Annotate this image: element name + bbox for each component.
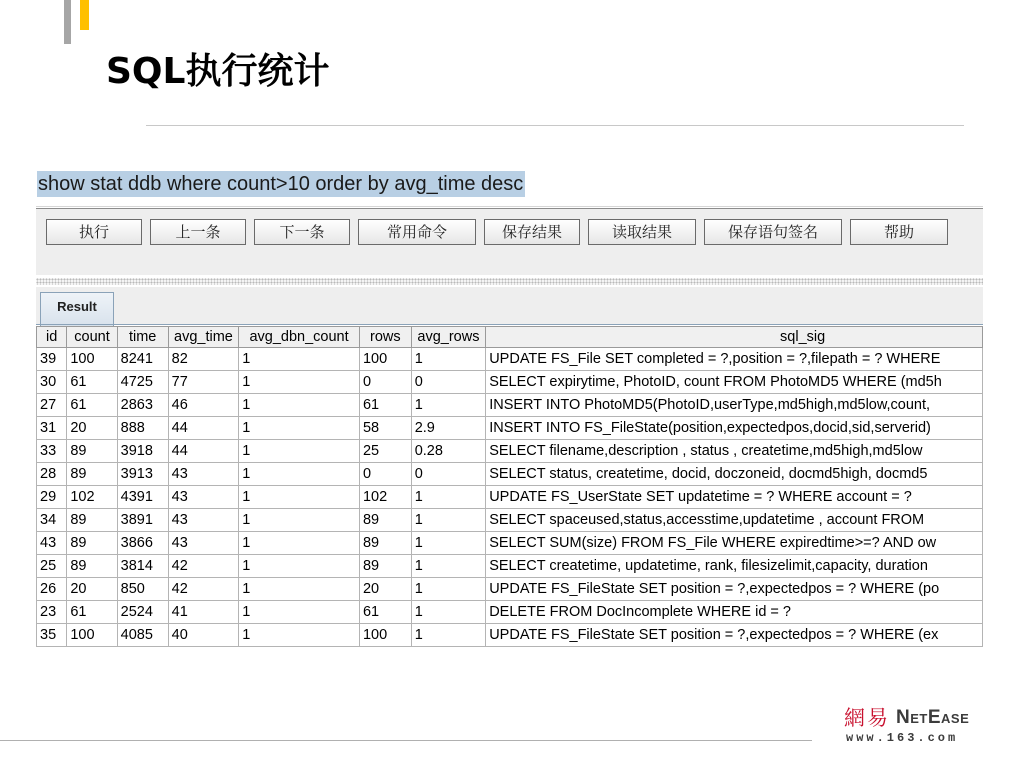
query-text[interactable]: show stat ddb where count>10 order by avg_time desc (38, 173, 524, 195)
netease-logo (844, 702, 994, 750)
table-row[interactable] (37, 371, 983, 394)
table-cell-avg-rows[interactable]: 0 (411, 371, 486, 394)
table-cell-count[interactable]: 89 (67, 555, 117, 578)
table-cell-avg-rows[interactable]: 1 (411, 624, 486, 647)
table-cell-avg-dbn-count[interactable]: 1 (239, 417, 360, 440)
table-cell-sql-sig[interactable]: UPDATE FS_UserState SET updatetime = ? WHERE account = ? (486, 486, 983, 509)
table-cell-time[interactable]: 3814 (117, 555, 168, 578)
table-cell-avg-dbn-count[interactable]: 1 (239, 578, 360, 601)
save-result-button[interactable]: 保存结果 (484, 219, 580, 245)
table-row[interactable] (37, 532, 983, 555)
table-cell-id[interactable]: 35 (37, 624, 67, 647)
table-cell-count[interactable]: 100 (67, 624, 117, 647)
column-header-avg-time[interactable]: avg_time (168, 327, 239, 348)
table-cell-rows[interactable]: 100 (359, 624, 411, 647)
table-cell-avg-time[interactable]: 43 (168, 532, 239, 555)
table-cell-id[interactable]: 27 (37, 394, 67, 417)
save-signature-button[interactable]: 保存语句签名 (704, 219, 842, 245)
table-cell-avg-time[interactable]: 46 (168, 394, 239, 417)
next-button[interactable]: 下一条 (254, 219, 350, 245)
title-accent-bar-yellow (80, 0, 89, 30)
table-cell-sql-sig[interactable]: INSERT INTO PhotoMD5(PhotoID,userType,md5high,md5low,count, (486, 394, 983, 417)
table-cell-time[interactable]: 3913 (117, 463, 168, 486)
table-cell-avg-time[interactable]: 40 (168, 624, 239, 647)
table-cell-avg-rows[interactable]: 1 (411, 578, 486, 601)
query-editor[interactable] (36, 166, 983, 207)
table-cell-rows[interactable]: 0 (359, 371, 411, 394)
table-cell-time[interactable]: 3891 (117, 509, 168, 532)
table-cell-sql-sig[interactable]: SELECT filename,description , status , createtime,md5high,md5low (486, 440, 983, 463)
table-cell-time[interactable]: 850 (117, 578, 168, 601)
table-cell-id[interactable]: 34 (37, 509, 67, 532)
table-cell-count[interactable]: 100 (67, 348, 117, 371)
table-cell-count[interactable]: 20 (67, 578, 117, 601)
slide-title: SQL执行统计 (106, 51, 330, 92)
table-cell-avg-time[interactable]: 77 (168, 371, 239, 394)
table-cell-avg-time[interactable]: 44 (168, 417, 239, 440)
table-cell-id[interactable]: 30 (37, 371, 67, 394)
table-cell-id[interactable]: 25 (37, 555, 67, 578)
table-cell-sql-sig[interactable]: UPDATE FS_File SET completed = ?,position = ?,filepath = ? WHERE (486, 348, 983, 371)
column-header-id[interactable]: id (37, 327, 67, 348)
table-cell-time[interactable]: 2863 (117, 394, 168, 417)
tab-result[interactable]: Result (40, 292, 114, 326)
table-row[interactable] (37, 624, 983, 647)
table-body (37, 348, 983, 647)
table-row[interactable] (37, 555, 983, 578)
table-cell-avg-time[interactable]: 44 (168, 440, 239, 463)
table-row[interactable] (37, 463, 983, 486)
table-cell-rows[interactable]: 61 (359, 394, 411, 417)
table-cell-rows[interactable]: 58 (359, 417, 411, 440)
table-cell-avg-time[interactable]: 41 (168, 601, 239, 624)
table-cell-id[interactable]: 28 (37, 463, 67, 486)
table-header-row (37, 327, 983, 348)
common-commands-button[interactable]: 常用命令 (358, 219, 476, 245)
table-row[interactable] (37, 417, 983, 440)
table-row[interactable] (37, 348, 983, 371)
table-cell-sql-sig[interactable]: SELECT createtime, updatetime, rank, filesizelimit,capacity, duration (486, 555, 983, 578)
table-cell-id[interactable]: 43 (37, 532, 67, 555)
column-header-count[interactable]: count (67, 327, 117, 348)
table-cell-avg-rows[interactable]: 0.28 (411, 440, 486, 463)
load-result-button[interactable]: 读取结果 (588, 219, 696, 245)
table-cell-avg-time[interactable]: 43 (168, 486, 239, 509)
table-cell-avg-dbn-count[interactable]: 1 (239, 371, 360, 394)
footer-divider (0, 740, 812, 741)
toolbar (36, 208, 983, 275)
previous-button[interactable]: 上一条 (150, 219, 246, 245)
splitter-handle[interactable] (36, 278, 983, 285)
table-cell-sql-sig[interactable]: UPDATE FS_FileState SET position = ?,expectedpos = ? WHERE (po (486, 578, 983, 601)
logo-url-text: www.163.com (846, 731, 959, 745)
table-cell-avg-rows[interactable]: 0 (411, 463, 486, 486)
table-cell-avg-rows[interactable]: 1 (411, 555, 486, 578)
table-cell-sql-sig[interactable]: SELECT status, createtime, docid, doczoneid, docmd5high, docmd5 (486, 463, 983, 486)
table-cell-avg-rows[interactable]: 1 (411, 348, 486, 371)
table-cell-avg-time[interactable]: 42 (168, 578, 239, 601)
table-cell-avg-dbn-count[interactable]: 1 (239, 532, 360, 555)
table-cell-id[interactable]: 33 (37, 440, 67, 463)
table-cell-avg-time[interactable]: 43 (168, 463, 239, 486)
table-cell-count[interactable]: 89 (67, 463, 117, 486)
table-cell-id[interactable]: 26 (37, 578, 67, 601)
table-cell-rows[interactable]: 25 (359, 440, 411, 463)
table-cell-count[interactable]: 89 (67, 509, 117, 532)
column-header-avg-dbn-count[interactable]: avg_dbn_count (239, 327, 360, 348)
table-cell-avg-dbn-count[interactable]: 1 (239, 394, 360, 417)
table-cell-sql-sig[interactable]: INSERT INTO FS_FileState(position,expectedpos,docid,sid,serverid) (486, 417, 983, 440)
column-header-avg-rows[interactable]: avg_rows (411, 327, 486, 348)
table-cell-time[interactable]: 2524 (117, 601, 168, 624)
table-cell-avg-dbn-count[interactable]: 1 (239, 463, 360, 486)
table-cell-sql-sig[interactable]: SELECT SUM(size) FROM FS_File WHERE expiredtime>=? AND ow (486, 532, 983, 555)
title-divider (146, 125, 964, 126)
table-cell-rows[interactable]: 89 (359, 555, 411, 578)
column-header-sql-sig[interactable]: sql_sig (486, 327, 983, 348)
column-header-time[interactable]: time (117, 327, 168, 348)
tab-underline (36, 324, 983, 325)
help-button[interactable]: 帮助 (850, 219, 948, 245)
table-cell-count[interactable]: 89 (67, 532, 117, 555)
table-cell-count[interactable]: 61 (67, 371, 117, 394)
table-cell-avg-rows[interactable]: 1 (411, 532, 486, 555)
table-row[interactable] (37, 578, 983, 601)
result-table (36, 326, 983, 647)
table-cell-time[interactable]: 3866 (117, 532, 168, 555)
table-cell-id[interactable]: 31 (37, 417, 67, 440)
table-cell-sql-sig[interactable]: SELECT expirytime, PhotoID, count FROM PhotoMD5 WHERE (md5h (486, 371, 983, 394)
table-cell-time[interactable]: 4725 (117, 371, 168, 394)
table-cell-rows[interactable]: 102 (359, 486, 411, 509)
table-cell-count[interactable]: 61 (67, 394, 117, 417)
table-cell-count[interactable]: 89 (67, 440, 117, 463)
table-cell-avg-time[interactable]: 82 (168, 348, 239, 371)
execute-button[interactable]: 执行 (46, 219, 142, 245)
table-cell-count[interactable]: 102 (67, 486, 117, 509)
table-cell-avg-dbn-count[interactable]: 1 (239, 440, 360, 463)
title-accent-bar-gray (64, 0, 71, 44)
table-cell-time[interactable]: 4085 (117, 624, 168, 647)
table-cell-count[interactable]: 20 (67, 417, 117, 440)
table-cell-time[interactable]: 8241 (117, 348, 168, 371)
table-cell-avg-dbn-count[interactable]: 1 (239, 509, 360, 532)
table-cell-avg-dbn-count[interactable]: 1 (239, 555, 360, 578)
table-cell-id[interactable]: 23 (37, 601, 67, 624)
table-cell-count[interactable]: 61 (67, 601, 117, 624)
table-cell-sql-sig[interactable]: DELETE FROM DocIncomplete WHERE id = ? (486, 601, 983, 624)
table-cell-rows[interactable]: 20 (359, 578, 411, 601)
table-cell-time[interactable]: 3918 (117, 440, 168, 463)
table-cell-avg-rows[interactable]: 2.9 (411, 417, 486, 440)
table-cell-time[interactable]: 4391 (117, 486, 168, 509)
column-header-rows[interactable]: rows (359, 327, 411, 348)
table-cell-avg-rows[interactable]: 1 (411, 601, 486, 624)
table-row[interactable] (37, 394, 983, 417)
table-cell-avg-dbn-count[interactable]: 1 (239, 348, 360, 371)
table-cell-time[interactable]: 888 (117, 417, 168, 440)
table-cell-avg-rows[interactable]: 1 (411, 509, 486, 532)
result-tab-strip (36, 287, 983, 325)
table-cell-id[interactable]: 29 (37, 486, 67, 509)
table-row[interactable] (37, 509, 983, 532)
table-row[interactable] (37, 486, 983, 509)
table-cell-id[interactable]: 39 (37, 348, 67, 371)
table-cell-avg-rows[interactable]: 1 (411, 394, 486, 417)
sql-tool-window (36, 166, 983, 688)
logo-english-text: NetEase (896, 707, 970, 728)
table-cell-avg-time[interactable]: 42 (168, 555, 239, 578)
table-cell-avg-dbn-count[interactable]: 1 (239, 624, 360, 647)
table-cell-rows[interactable]: 89 (359, 532, 411, 555)
logo-chinese-text: 網易 (844, 706, 890, 730)
table-cell-rows[interactable]: 0 (359, 463, 411, 486)
table-cell-avg-rows[interactable]: 1 (411, 486, 486, 509)
table-cell-avg-dbn-count[interactable]: 1 (239, 486, 360, 509)
table-cell-sql-sig[interactable]: UPDATE FS_FileState SET position = ?,expectedpos = ? WHERE (ex (486, 624, 983, 647)
table-cell-rows[interactable]: 61 (359, 601, 411, 624)
table-cell-avg-dbn-count[interactable]: 1 (239, 601, 360, 624)
table-cell-rows[interactable]: 89 (359, 509, 411, 532)
table-cell-sql-sig[interactable]: SELECT spaceused,status,accesstime,updatetime , account FROM (486, 509, 983, 532)
table-cell-avg-time[interactable]: 43 (168, 509, 239, 532)
table-row[interactable] (37, 440, 983, 463)
table-cell-rows[interactable]: 100 (359, 348, 411, 371)
table-row[interactable] (37, 601, 983, 624)
